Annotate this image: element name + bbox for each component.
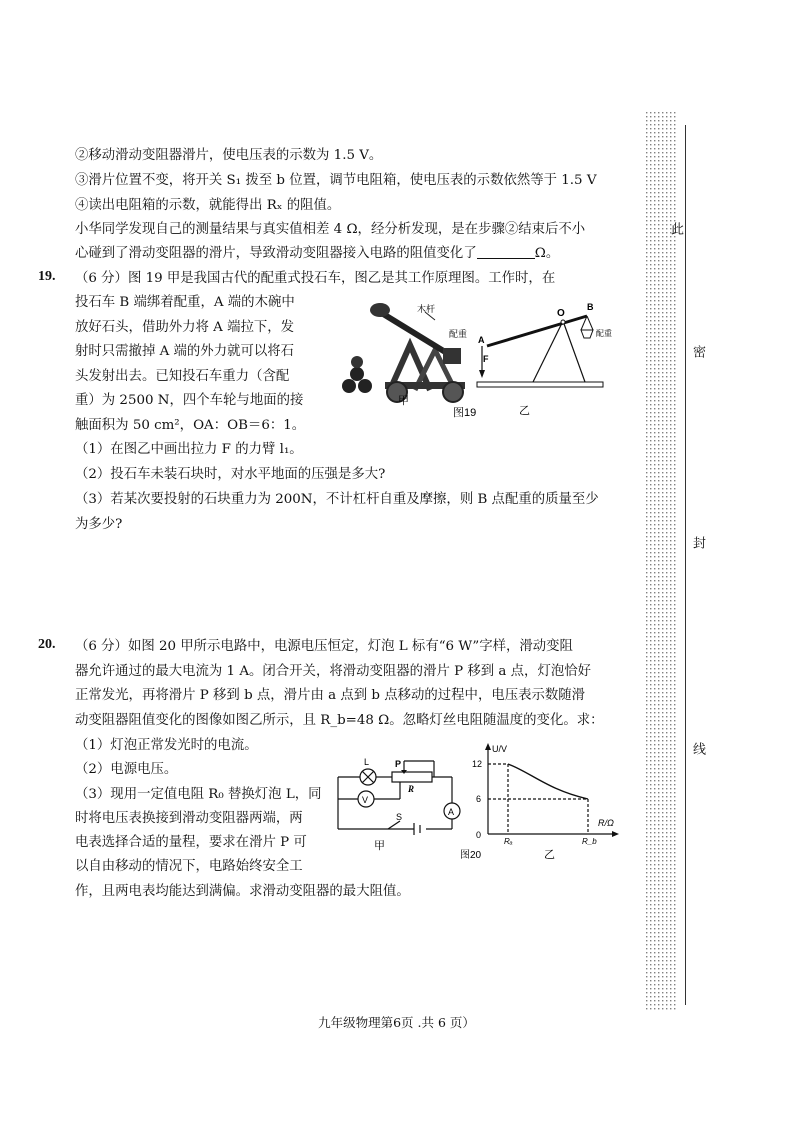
- q18-note-line2: [75, 244, 559, 264]
- q19-line1: （6 分）图 19 甲是我国古代的配重式投石车，图乙是其工作原理图。工作时，在: [75, 271, 556, 286]
- q18-note-line1: 小华同学发现自己的测量结果与真实值相差 4 Ω，经分析发现，是在步骤②结束后不小: [75, 222, 586, 237]
- tick-0: 0: [476, 830, 482, 840]
- answer-blank[interactable]: [477, 244, 535, 259]
- tick-6: 6: [476, 794, 482, 804]
- q18-step2: ②移动滑动变阻器滑片，使电压表的示数为 1.5 V。: [75, 148, 383, 163]
- label-peizhong-photo: 配重: [449, 329, 468, 339]
- label-B: B: [587, 302, 594, 312]
- strip-label-feng: 封: [690, 536, 705, 549]
- label-O: O: [557, 308, 565, 319]
- q18-note-line2-unit: Ω。: [534, 246, 560, 261]
- figure-20-caption: 图20: [460, 850, 482, 861]
- q20-line4: 动变阻器阻值变化的图像如图乙所示，且 R_b=48 Ω。忽略灯丝电阻随温度的变化。求：: [75, 713, 604, 728]
- figure-19-caption: 图19: [453, 407, 477, 419]
- tick-12: 12: [472, 759, 483, 769]
- q19-line7: 触面积为 50 cm²，OA：OB＝6：1。: [75, 418, 306, 433]
- graph-ylabel: U/V: [492, 744, 508, 754]
- label-A: A: [478, 335, 485, 345]
- q19-line4: 射时只需撤掉 A 端的外力就可以将石: [75, 344, 295, 359]
- label-L: L: [364, 757, 370, 767]
- q18-note-line2-text: 心碰到了滑动变阻器的滑片，导致滑动变阻器接入电路的阻值变化了: [75, 246, 477, 261]
- tick-Rb: R_b: [582, 837, 597, 846]
- q20-line2: 器允许通过的最大电流为 1 A。闭合开关，将滑动变阻器的滑片 P 移到 a 点，灯泡恰好: [75, 664, 592, 679]
- q20-sub3-line3: 电表选择合适的量程，要求在滑片 P 可: [75, 835, 307, 850]
- q20-sub3-line4: 以自由移动的情况下，电路始终安全工: [75, 859, 303, 874]
- figure-19: [335, 290, 625, 420]
- strip-label-xian: 线: [690, 742, 705, 755]
- q19-line3: 放好石头，借助外力将 A 端拉下，发: [75, 320, 295, 335]
- label-R: R: [408, 784, 415, 794]
- u-r-graph: [450, 742, 625, 862]
- q19-line6: 重）为 2500 N，四个车轮与地面的接: [75, 393, 304, 408]
- graph-label-yi: 乙: [544, 848, 555, 861]
- ammeter-icon: A: [448, 807, 455, 817]
- q20-sub3-line2: 时将电压表换接到滑动变阻器两端，两: [75, 811, 303, 826]
- q20-sub2: （2）电源电压。: [75, 762, 178, 777]
- strip-label-ci: 此: [668, 222, 683, 235]
- q19-sub1: （1）在图乙中画出拉力 F 的力臂 l₁。: [75, 442, 303, 457]
- circuit-label-jia: 甲: [374, 839, 385, 852]
- label-peizhong-diagram: 配重: [596, 329, 612, 338]
- q19-sub2: （2）投石车未装石块时，对水平地面的压强是多大?: [75, 467, 386, 482]
- q19-line5: 头发射出去。已知投石车重力（含配: [75, 369, 290, 384]
- circuit-diagram: [330, 755, 470, 855]
- label-S: S: [396, 812, 403, 822]
- tick-Ra: Rₐ: [504, 837, 513, 846]
- page-footer: 九年级物理第6页 .共 6 页）: [318, 1015, 475, 1030]
- catapult-illustration: [342, 303, 468, 402]
- lever-diagram: [477, 316, 603, 387]
- q20-sub3-line5: 作，且两电表均能达到满偏。求滑动变阻器的最大阻值。: [75, 884, 410, 899]
- label-P: P: [395, 759, 402, 769]
- label-mugan: 木杆: [417, 304, 436, 314]
- q19-sub3-line1: （3）若某次要投射的石块重力为 200N，不计杠杆自重及摩擦，则 B 点配重的质量至少: [75, 492, 599, 507]
- q20-sub1: （1）灯泡正常发光时的电流。: [75, 738, 258, 753]
- q18-step3: ③滑片位置不变，将开关 S₁ 拨至 b 位置，调节电阻箱，使电压表的示数依然等于 1.5 V: [75, 173, 597, 188]
- voltmeter-icon: V: [362, 795, 369, 805]
- binding-strip: [646, 112, 676, 1012]
- label-yi: 乙: [519, 404, 530, 417]
- q20-line3: 正常发光，再将滑片 P 移到 b 点，滑片由 a 点到 b 点移动的过程中，电压表示数随滑: [75, 688, 586, 703]
- q20-number: 20.: [38, 637, 56, 652]
- graph-xlabel: R/Ω: [598, 818, 614, 828]
- q18-step4: ④读出电阻箱的示数，就能得出 Rₓ 的阻值。: [75, 198, 341, 213]
- q20-line1: （6 分）如图 20 甲所示电路中，电源电压恒定，灯泡 L 标有“6 W”字样，滑动变阻: [75, 639, 573, 654]
- label-jia: 甲: [398, 394, 409, 407]
- strip-label-mi: 密: [690, 345, 705, 358]
- binding-line: [685, 125, 686, 1005]
- label-F: F: [483, 354, 489, 364]
- q20-sub3-line1: （3）现用一定值电阻 R₀ 替换灯泡 L，同: [75, 787, 322, 802]
- q19-line2: 投石车 B 端绑着配重，A 端的木碗中: [75, 295, 295, 310]
- q19-number: 19.: [38, 269, 56, 284]
- q19-sub3-line2: 为多少?: [75, 517, 123, 532]
